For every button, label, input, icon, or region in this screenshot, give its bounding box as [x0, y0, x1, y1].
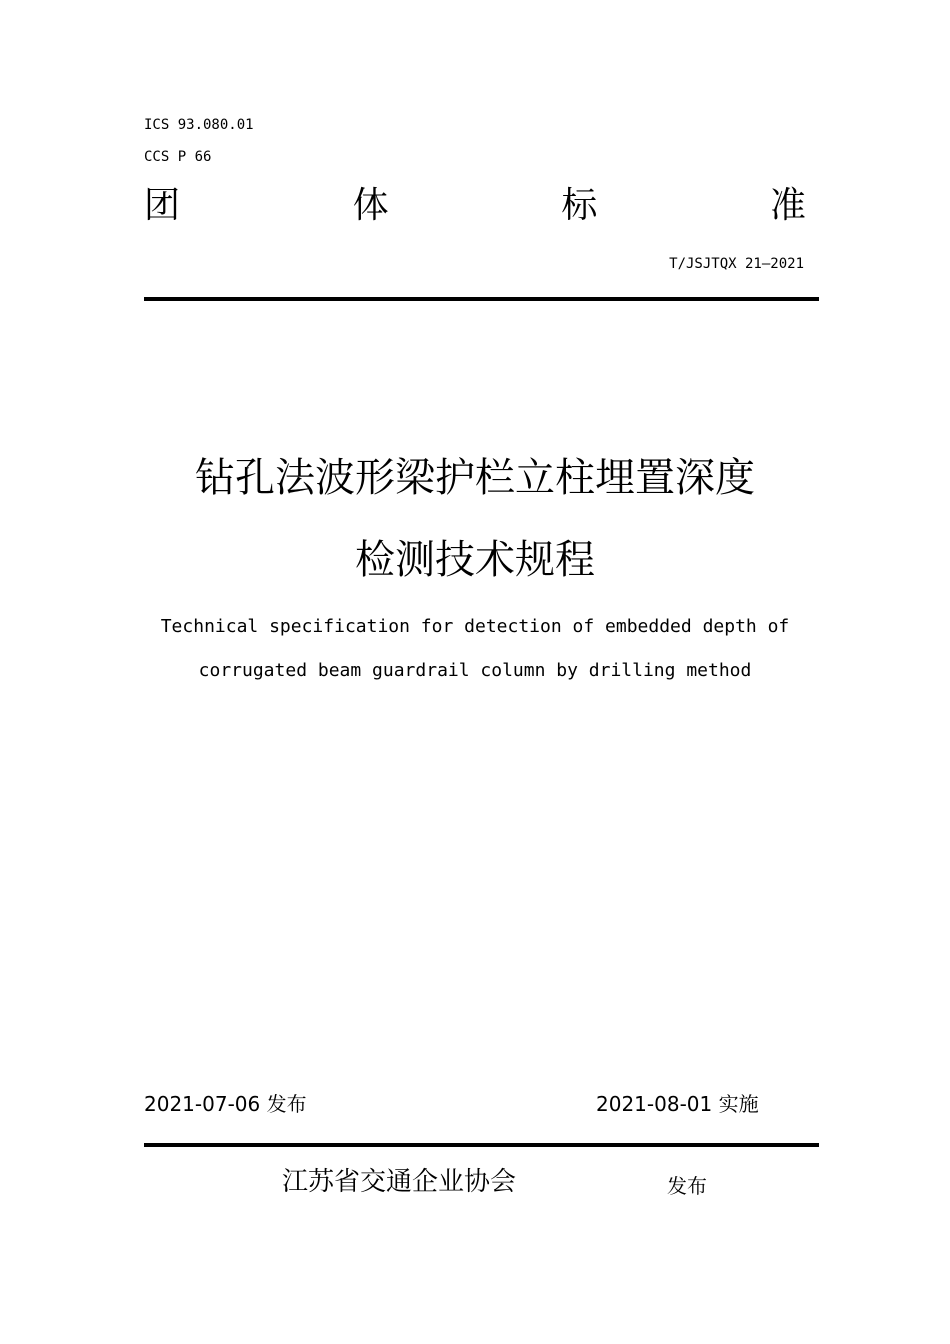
- en-title-line-2: corrugated beam guardrail column by drilling method: [198, 660, 752, 681]
- ccs-code: CCS P 66: [144, 149, 212, 165]
- standard-type-char: 团: [144, 185, 181, 226]
- standard-type: [144, 183, 806, 229]
- bottom-divider: [144, 1143, 819, 1147]
- top-divider: [144, 297, 819, 301]
- en-title-line-1: Technical specification for detection of embedded depth of: [160, 616, 790, 637]
- implement-date: 2021-08-01 实施: [596, 1092, 759, 1116]
- standard-type-char: 标: [561, 185, 598, 226]
- standard-number: T/JSJTQX 21—2021: [669, 256, 804, 272]
- ics-code: ICS 93.080.01: [144, 117, 254, 133]
- publish-date: 2021-07-06 发布: [144, 1092, 307, 1116]
- cn-title-line-2: 检测技术规程: [355, 537, 595, 583]
- cn-title-line-1: 钻孔法波形梁护栏立柱埋置深度: [195, 455, 755, 501]
- standard-type-char: 准: [769, 185, 806, 226]
- standard-type-char: 体: [352, 185, 389, 226]
- issuer-name: 江苏省交通企业协会: [282, 1167, 517, 1197]
- issued-label: 发布: [667, 1174, 707, 1198]
